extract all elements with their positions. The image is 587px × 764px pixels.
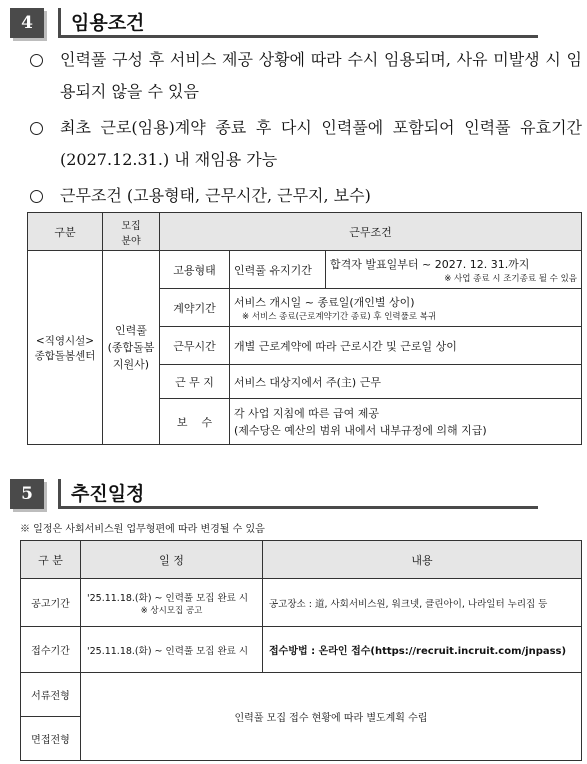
merged-content: 인력풀 모집 접수 현황에 따라 별도계획 수립 bbox=[81, 673, 582, 761]
row-value bbox=[230, 399, 582, 445]
circle-bullet-icon bbox=[30, 190, 43, 203]
value-note: ※ 서비스 종료(근로계약기간 종료) 후 인력풀로 복귀 bbox=[242, 311, 437, 322]
row-label: 계약기간 bbox=[160, 289, 230, 327]
row-label: 고용형태 bbox=[160, 251, 230, 289]
section-5-title: 추진일정 bbox=[58, 479, 538, 509]
section-5-number: 5 bbox=[10, 479, 44, 509]
row-label: 보 수 bbox=[160, 399, 230, 445]
detail-note: ※ 사업 종료 시 조기종료 될 수 있음 bbox=[444, 273, 577, 284]
row-value: 인력풀 유지기간 bbox=[230, 251, 326, 289]
row-content: 접수방법 : 온라인 접수(https://recruit.incruit.com/jnpass) bbox=[263, 627, 582, 673]
row-label: 면접전형 bbox=[21, 717, 81, 761]
header-field: 모집 분야 bbox=[103, 213, 160, 251]
schedule-table bbox=[20, 540, 582, 761]
conditions-table bbox=[27, 212, 582, 445]
value-text: 서비스 개시일 ~ 종료일(개인별 상이) bbox=[234, 295, 415, 309]
category-cell: <직영시설> 종합돌봄센터 bbox=[28, 251, 103, 445]
row-value bbox=[230, 289, 582, 327]
row-label: 공고기간 bbox=[21, 579, 81, 627]
row-date bbox=[81, 579, 263, 627]
bullet-item bbox=[30, 180, 582, 212]
field-cell: 인력풀 (종합돌봄 지원사) bbox=[103, 251, 160, 445]
section-4-number: 4 bbox=[10, 8, 44, 38]
schedule-note: ※ 일정은 사회서비스원 업무형편에 따라 변경될 수 있음 bbox=[20, 524, 265, 535]
value-text: 각 사업 지침에 따른 급여 제공 bbox=[234, 406, 379, 420]
bullet-text: 최초 근로(임용)계약 종료 후 다시 인력풀에 포함되어 인력풀 유효기간(2027.12.31.) 내 재임용 가능 bbox=[60, 118, 582, 169]
bullet-text: 인력풀 구성 후 서비스 제공 상황에 따라 수시 임용되며, 사유 미발생 시 임용되지 않을 수 있음 bbox=[60, 50, 582, 101]
bullet-item bbox=[30, 112, 582, 176]
row-value: 개별 근로계약에 따라 근로시간 및 근로일 상이 bbox=[230, 327, 582, 365]
section-4-title: 임용조건 bbox=[58, 8, 538, 38]
bullet-item bbox=[30, 44, 582, 108]
value-text-2: (제수당은 예산의 범위 내에서 내부규정에 의해 지급) bbox=[234, 423, 487, 437]
row-detail bbox=[326, 251, 582, 289]
row-label: 서류전형 bbox=[21, 673, 81, 717]
date-note: ※ 상시모집 공고 bbox=[140, 605, 203, 616]
row-value: 서비스 대상지에서 주(主) 근무 bbox=[230, 365, 582, 399]
header-conditions: 근무조건 bbox=[160, 213, 582, 251]
row-label: 접수기간 bbox=[21, 627, 81, 673]
header-category: 구분 bbox=[28, 213, 103, 251]
row-content: 공고장소 : 道, 사회서비스원, 워크넷, 클린아이, 나라일터 누리집 등 bbox=[263, 579, 582, 627]
header-schedule: 일 정 bbox=[81, 541, 263, 579]
circle-bullet-icon bbox=[30, 54, 43, 67]
circle-bullet-icon bbox=[30, 122, 43, 135]
row-label: 근 무 지 bbox=[160, 365, 230, 399]
row-date: '25.11.18.(화) ~ 인력풀 모집 완료 시 bbox=[81, 627, 263, 673]
header-category: 구 분 bbox=[21, 541, 81, 579]
bullet-text: 근무조건 (고용형태, 근무시간, 근무지, 보수) bbox=[60, 186, 371, 205]
section-4-heading bbox=[10, 8, 538, 38]
section-4-bullets bbox=[30, 44, 582, 212]
date-text: '25.11.18.(화) ~ 인력풀 모집 완료 시 bbox=[87, 592, 249, 604]
section-5-heading bbox=[10, 479, 538, 509]
row-label: 근무시간 bbox=[160, 327, 230, 365]
header-content: 내용 bbox=[263, 541, 582, 579]
detail-text: 합격자 발표일부터 ~ 2027. 12. 31.까지 bbox=[330, 257, 530, 271]
